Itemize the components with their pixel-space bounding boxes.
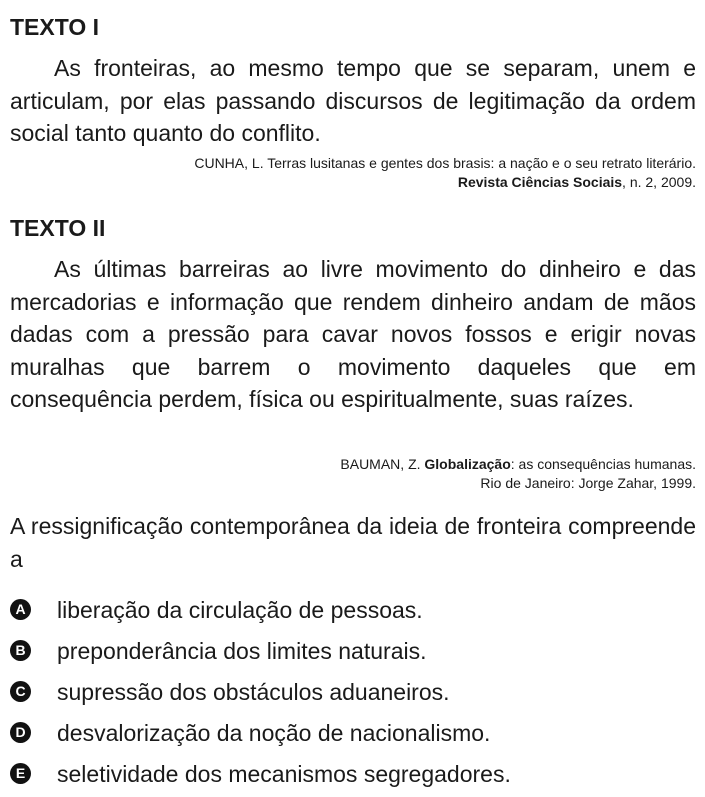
texto-1-body: As fronteiras, ao mesmo tempo que se separam, unem e articulam, por elas passando discursos de legitimação da ordem social tanto quanto do conflito. bbox=[10, 55, 696, 146]
option-c[interactable] bbox=[10, 671, 511, 712]
option-d-letter-badge: D bbox=[10, 722, 31, 743]
texto-1-source bbox=[10, 154, 696, 192]
texto-2-body: As últimas barreiras ao livre movimento do dinheiro e das mercadorias e informação que rendem dinheiro andam de mãos dadas com a pressão para cavar novos fossos e erigir novas muralhas que barrem o movimento daqueles que em consequência perdem, física ou espiritualmente, suas raízes. bbox=[10, 256, 696, 412]
option-d[interactable] bbox=[10, 712, 511, 753]
texto-2-source-subtitle: : as consequências humanas. bbox=[510, 456, 696, 472]
option-a-letter-badge: A bbox=[10, 599, 31, 620]
option-b[interactable] bbox=[10, 630, 511, 671]
texto-2-source-author: BAUMAN, Z. bbox=[340, 456, 425, 472]
question-stem: A ressignificação contemporânea da ideia de fronteira compreende a bbox=[10, 513, 696, 572]
option-c-letter-badge: C bbox=[10, 681, 31, 702]
option-a-text: liberação da circulação de pessoas. bbox=[57, 596, 423, 623]
texto-1-source-journal: Revista Ciências Sociais bbox=[457, 174, 623, 190]
option-b-text: preponderância dos limites naturais. bbox=[57, 637, 427, 664]
option-d-text: desvalorização da noção de nacionalismo. bbox=[57, 719, 491, 746]
option-e-letter-badge: E bbox=[10, 763, 31, 784]
option-a[interactable] bbox=[10, 589, 511, 630]
texto-2-heading: TEXTO II bbox=[10, 215, 106, 241]
option-e[interactable] bbox=[10, 753, 511, 794]
option-c-text: supressão dos obstáculos aduaneiros. bbox=[57, 678, 450, 705]
texto-1-source-line-2 bbox=[10, 173, 696, 192]
texto-2-source bbox=[10, 455, 696, 493]
option-b-letter-badge: B bbox=[10, 640, 31, 661]
texto-1-source-details: , n. 2, 2009. bbox=[622, 174, 696, 190]
option-e-text: seletividade dos mecanismos segregadores. bbox=[57, 760, 511, 787]
texto-2-source-line-1 bbox=[10, 455, 696, 474]
texto-1-heading: TEXTO I bbox=[10, 14, 100, 40]
texto-1-source-line-1: CUNHA, L. Terras lusitanas e gentes dos brasis: a nação e o seu retrato literário. bbox=[194, 155, 696, 171]
texto-2-source-line-2: Rio de Janeiro: Jorge Zahar, 1999. bbox=[480, 475, 696, 491]
answer-options bbox=[10, 589, 511, 794]
texto-2-source-title: Globalização bbox=[424, 456, 511, 472]
